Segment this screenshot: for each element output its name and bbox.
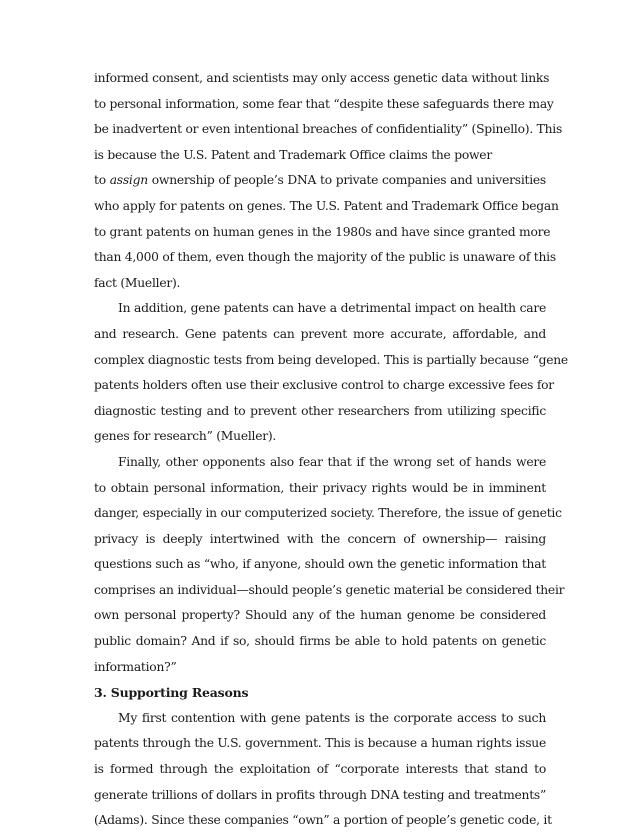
text-line: (Adams). Since these companies “own” a portion of people’s genetic code, it: [94, 813, 552, 828]
text-line: informed consent, and scientists may only access genetic data without links: [94, 71, 550, 85]
text-line: comprises an individual—should people’s genetic material be considered their: [94, 582, 565, 597]
paragraph-first-line: My first contention with gene patents is the corporate access to such: [118, 710, 546, 725]
text-line: to grant patents on human genes in the 1980s and have since granted more: [94, 224, 551, 239]
paragraph-first-line: In addition, gene patents can have a detrimental impact on health care: [118, 301, 546, 316]
text-line: information?”: [94, 659, 177, 674]
text-line: own personal property? Should any of the human genome be considered: [94, 608, 546, 623]
text-line: danger, especially in our computerized society. Therefore, the issue of genetic: [94, 506, 562, 521]
section-heading: 3. Supporting Reasons: [94, 685, 249, 701]
text-line: and research. Gene patents can prevent more accurate, affordable, and: [94, 326, 546, 341]
text-line: public domain? And if so, should firms be able to hold patents on genetic: [94, 634, 546, 649]
text-line: patents through the U.S. government. This is because a human rights issue: [94, 736, 546, 751]
paragraph-first-line: Finally, other opponents also fear that if the wrong set of hands were: [118, 454, 546, 469]
body-text: [94, 66, 568, 834]
text-line: patents holders often use their exclusive control to charge excessive fees for: [94, 378, 554, 393]
text-line: to personal information, some fear that “despite these safeguards there may: [94, 96, 554, 111]
text-line: be inadvertent or even intentional breaches of confidentiality” (Spinello). This: [94, 122, 563, 137]
text-line: who apply for patents on genes. The U.S. Patent and Trademark Office began: [94, 198, 559, 213]
emphasized-word: assign: [109, 173, 148, 188]
text-line: privacy is deeply intertwined with the concern of ownership— raising: [94, 531, 546, 546]
text-line: diagnostic testing and to prevent other researchers from utilizing specific: [94, 403, 546, 418]
text-line: generate trillions of dollars in profits through DNA testing and treatments”: [94, 787, 546, 802]
text-line: than 4,000 of them, even though the majority of the public is unaware of this: [94, 250, 556, 265]
text-line: is formed through the exploitation of “corporate interests that stand to: [94, 762, 546, 777]
text-line: is because the U.S. Patent and Trademark Office claims the power: [94, 147, 492, 162]
text-line: complex diagnostic tests from being developed. This is partially because “gene: [94, 352, 568, 367]
text-line: genes for research” (Mueller).: [94, 429, 277, 444]
text-line: fact (Mueller).: [94, 275, 181, 290]
text-fragment: to: [94, 173, 106, 188]
text-fragment: ownership of people’s DNA to private companies and universities: [151, 173, 546, 188]
text-line-with-emphasis: [94, 168, 546, 194]
text-line: to obtain personal information, their privacy rights would be in imminent: [94, 480, 546, 495]
text-line: questions such as “who, if anyone, should own the genetic information that: [94, 557, 546, 572]
